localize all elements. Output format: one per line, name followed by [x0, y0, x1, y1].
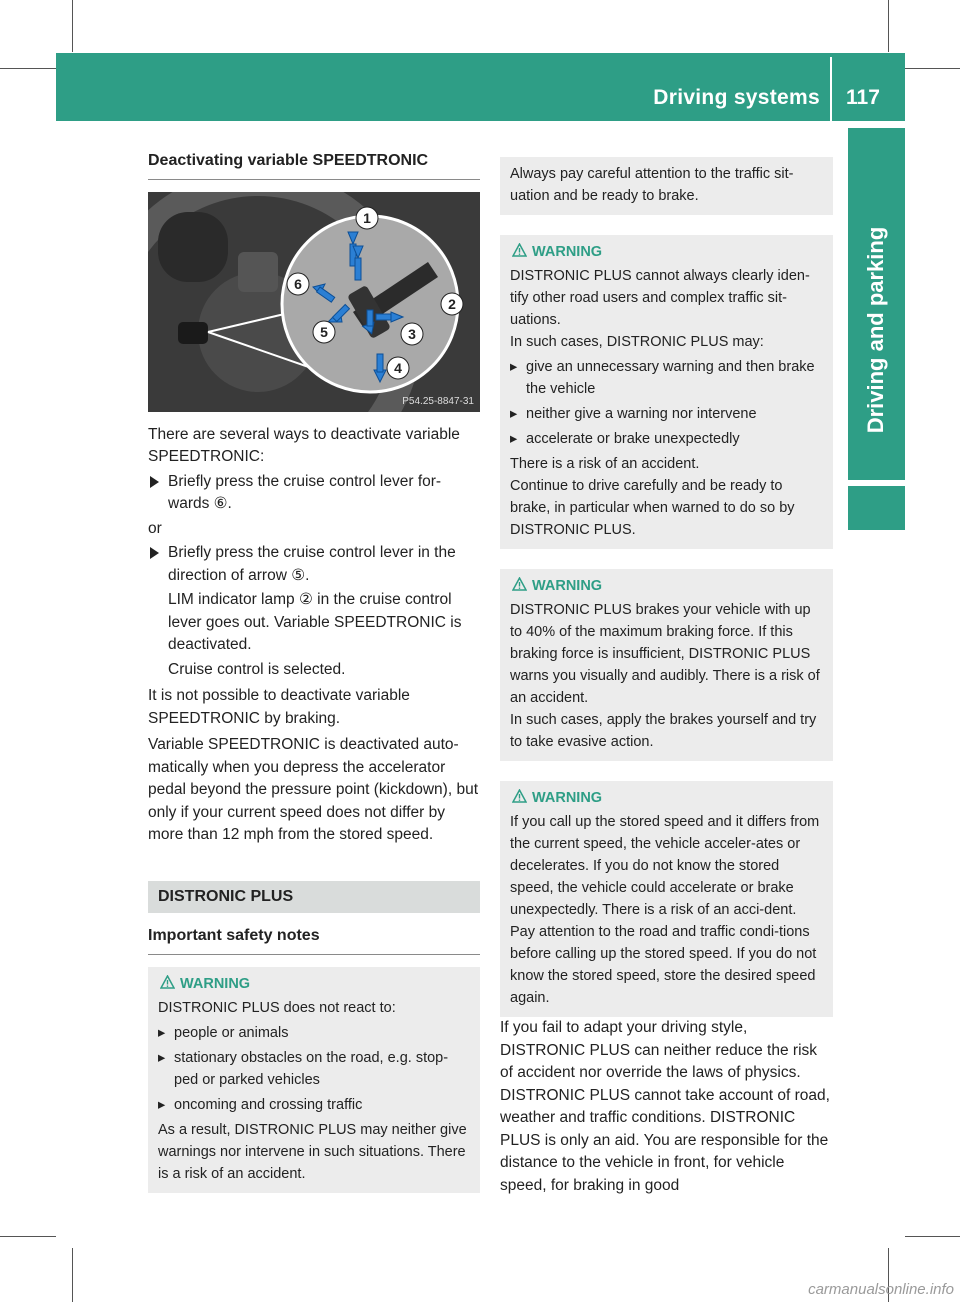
warning-box [500, 235, 833, 549]
or-text: or [148, 519, 162, 537]
step-item [148, 471, 480, 516]
warning-text: There is a risk of an accident. [510, 456, 700, 472]
list-item: ▸ accelerate or brake unexpectedly [510, 428, 823, 450]
step-text: Briefly press the cruise control lever for-wards ⑥. [168, 472, 442, 512]
warning-box [500, 781, 833, 1017]
callout-4: 4 [394, 359, 402, 376]
warning-title [510, 787, 823, 809]
step-arrow-icon [150, 547, 159, 559]
header-divider [830, 57, 832, 121]
figure-illustration [148, 192, 480, 412]
crop-mark [72, 0, 73, 52]
crop-mark [888, 0, 889, 52]
right-column [500, 157, 833, 1197]
intro-text: There are several ways to deactivate variable SPEEDTRONIC: [148, 425, 460, 465]
crop-mark [0, 68, 56, 69]
warning-title [158, 973, 470, 995]
callout-2: 2 [448, 295, 456, 312]
callout-1: 1 [363, 209, 371, 226]
note-box [500, 157, 833, 215]
warning-text: DISTRONIC PLUS brakes your vehicle with up to 40% of the maximum braking force. If this braking force is insufficient, DISTRONIC PLUS warns you visually and audibly. There is a risk of an accident. [510, 602, 820, 706]
heading-deactivating: Deactivating variable SPEEDTRONIC [148, 150, 480, 180]
warning-text: DISTRONIC PLUS does not react to: [158, 999, 396, 1016]
warning-text: Pay attention to the road and traffic condi-tions before calling up the stored speed. If you do not know the stored speed, store the desired speed again. [510, 924, 817, 1006]
section-title: Driving systems [653, 86, 820, 109]
warning-icon [160, 975, 175, 989]
steering-lever-figure [148, 192, 480, 412]
warning-text: In such cases, DISTRONIC PLUS may: [510, 334, 764, 350]
warning-icon [512, 577, 527, 591]
list-item: ▸ people or animals [158, 1022, 470, 1044]
crop-mark [905, 68, 960, 69]
paragraph: It is not possible to deactivate variable SPEEDTRONIC by braking. [148, 687, 410, 727]
section-heading: DISTRONIC PLUS [148, 881, 480, 914]
warning-title-text: WARNING [532, 578, 603, 594]
warning-text: If you call up the stored speed and it differs from the current speed, the vehicle acceler-ates or decelerates. If you do not know the stored speed, the vehicle could accelerate or brake unexpectedly. There is a risk of an acci-dent. [510, 814, 820, 918]
step-text: Briefly press the cruise control lever in the direction of arrow ⑤. [168, 544, 456, 584]
warning-box [500, 569, 833, 761]
watermark-logo: carmanualsonline.info [808, 1281, 954, 1298]
callout-5: 5 [320, 323, 328, 340]
bullet-list [158, 1022, 470, 1116]
list-item: ▸ give an unnecessary warning and then brake the vehicle [510, 356, 823, 400]
warning-icon [512, 789, 527, 803]
note-text: Always pay careful attention to the traffic sit-uation and be ready to brake. [510, 166, 794, 204]
left-column [148, 150, 480, 1193]
warning-title-text: WARNING [532, 244, 603, 260]
step-result: Cruise control is selected. [168, 660, 346, 678]
side-tab-marker [848, 486, 905, 530]
subsection-heading: Important safety notes [148, 913, 480, 955]
warning-title [510, 241, 823, 263]
list-item: ▸ oncoming and crossing traffic [158, 1094, 470, 1116]
warning-title-text: WARNING [180, 975, 251, 992]
paragraph: Variable SPEEDTRONIC is deactivated auto-matically when you depress the accelerator pedal beyond the pressure point (kickdown), but only if your current speed does not differ by more than 12 mph from the stored speed. [148, 736, 479, 843]
list-item: ▸ stationary obstacles on the road, e.g. stop-ped or parked vehicles [158, 1047, 470, 1091]
closing-paragraph: If you fail to adapt your driving style, DISTRONIC PLUS can neither reduce the risk of accident nor override the laws of physics. DISTRONIC PLUS cannot take account of road, weather and traffic conditions. DISTRONIC PLUS is only an aid. You are responsible for the distance to the vehicle in front, for vehicle speed, for braking in good [500, 1019, 830, 1194]
warning-box [148, 967, 480, 1193]
warning-text: Continue to drive carefully and be ready to brake, in particular when warned to do so by DISTRONIC PLUS. [510, 478, 795, 538]
crop-mark [72, 1248, 73, 1302]
warning-text: In such cases, apply the brakes yourself and try to take evasive action. [510, 712, 817, 750]
callout-6: 6 [294, 275, 302, 292]
warning-title [510, 575, 823, 597]
step-result: LIM indicator lamp ② in the cruise control lever goes out. Variable SPEEDTRONIC is deactivated. [168, 591, 462, 653]
crop-mark [0, 1236, 56, 1237]
warning-text: DISTRONIC PLUS cannot always clearly iden-tify other road users and complex traffic sit-uations. [510, 268, 810, 328]
callout-3: 3 [408, 325, 416, 342]
crop-mark [905, 1236, 960, 1237]
side-tab-label: Driving and parking [863, 226, 888, 434]
step-item [148, 542, 480, 681]
warning-title-text: WARNING [532, 790, 603, 806]
warning-icon [512, 243, 527, 257]
list-item: ▸ neither give a warning nor intervene [510, 403, 823, 425]
bullet-list [510, 356, 823, 450]
page-number: 117 [846, 86, 880, 109]
step-arrow-icon [150, 476, 159, 488]
warning-text: As a result, DISTRONIC PLUS may neither give warnings nor intervene in such situations. There is a risk of an accident. [158, 1121, 467, 1182]
figure-code: P54.25-8847-31 [402, 395, 474, 407]
